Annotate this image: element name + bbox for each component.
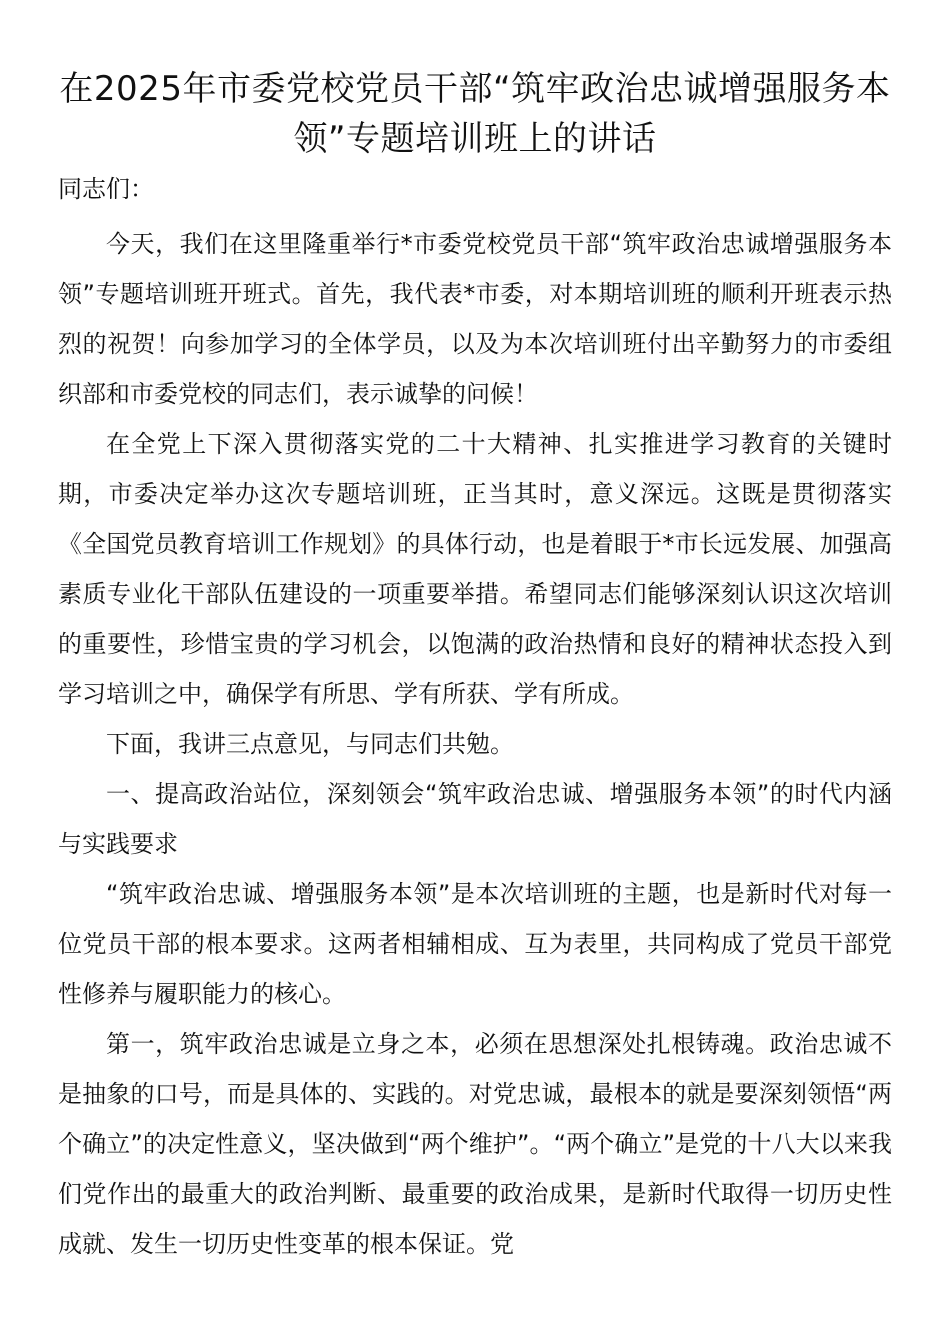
- paragraph-significance: 在全党上下深入贯彻落实党的二十大精神、扎实推进学习教育的关键时期，市委决定举办这次专题培训班，正当其时，意义深远。这既是贯彻落实《全国党员教育培训工作规划》的具体行动，也是着眼于*市长远发展、加强高素质专业化干部队伍建设的一项重要举措。希望同志们能够深刻认识这次培训的重要性，珍惜宝贵的学习机会，以饱满的政治热情和良好的精神状态投入到学习培训之中，确保学有所思、学有所获、学有所成。: [58, 430, 892, 708]
- paragraph-opening: 今天，我们在这里隆重举行*市委党校党员干部“筑牢政治忠诚增强服务本领”专题培训班开班式。首先，我代表*市委，对本期培训班的顺利开班表示热烈的祝贺！向参加学习的全体学员，以及为本次培训班付出辛勤努力的市委组织部和市委党校的同志们，表示诚挚的问候！: [58, 230, 892, 408]
- paragraph-transition: 下面，我讲三点意见，与同志们共勉。: [106, 730, 514, 758]
- document-body: [58, 219, 892, 1269]
- paragraph-theme: “筑牢政治忠诚、增强服务本领”是本次培训班的主题，也是新时代对每一位党员干部的根本要求。这两者相辅相成、互为表里，共同构成了党员干部党性修养与履职能力的核心。: [58, 880, 892, 1008]
- salutation: 同志们：: [58, 175, 154, 203]
- paragraph-point-1: 第一，筑牢政治忠诚是立身之本，必须在思想深处扎根铸魂。政治忠诚不是抽象的口号，而是具体的、实践的。对党忠诚，最根本的就是要深刻领悟“两个确立”的决定性意义，坚决做到“两个维护”。“两个确立”是党的十八大以来我们党作出的最重大的政治判断、最重要的政治成果，是新时代取得一切历史性成就、发生一切历史性变革的根本保证。党: [58, 1030, 892, 1258]
- section-heading-1: 一、提高政治站位，深刻领会“筑牢政治忠诚、增强服务本领”的时代内涵与实践要求: [58, 780, 892, 858]
- document-title: 在2025年市委党校党员干部“筑牢政治忠诚增强服务本领”专题培训班上的讲话: [59, 69, 891, 159]
